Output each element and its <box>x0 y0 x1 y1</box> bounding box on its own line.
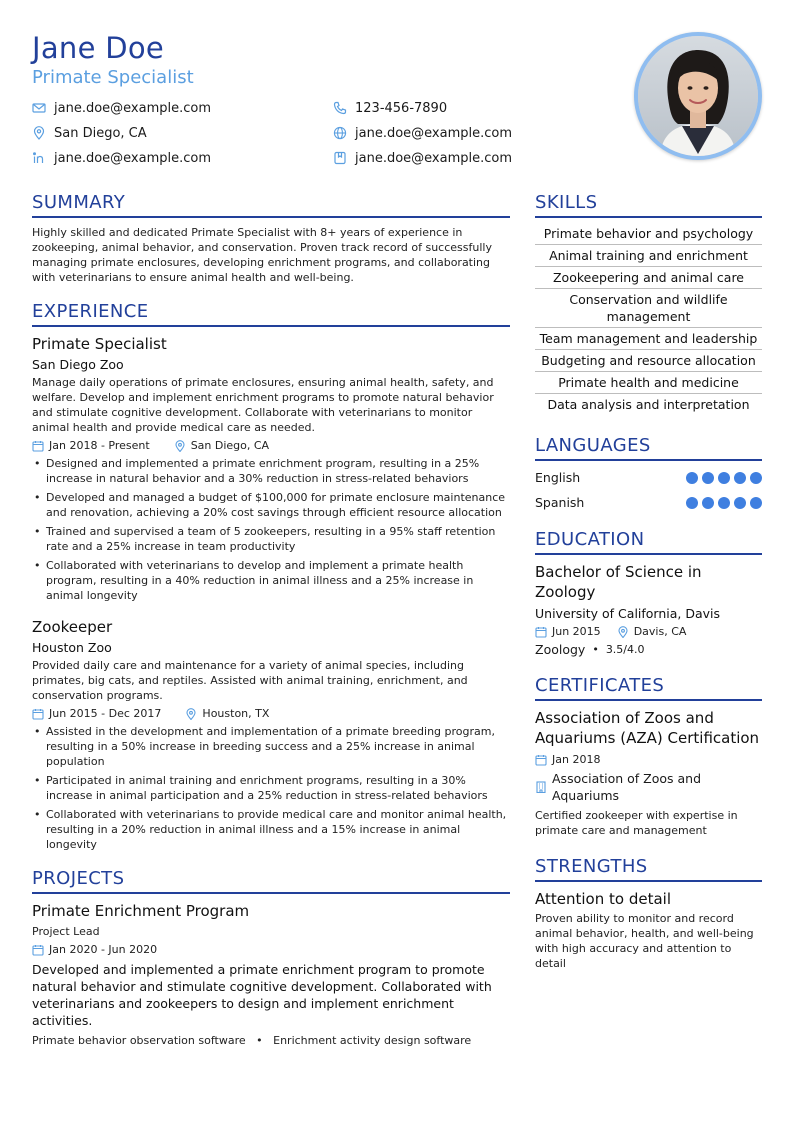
contact-phone[interactable] <box>333 99 447 117</box>
contact-phone-text: 123-456-7890 <box>355 100 448 116</box>
education-location <box>617 624 687 639</box>
job-meta <box>32 438 510 453</box>
job-location-text: Houston, TX <box>202 707 270 720</box>
job-dates <box>32 706 161 721</box>
education-date-text: Jun 2015 <box>552 625 601 638</box>
strength-title: Attention to detail <box>535 890 671 908</box>
job-entry <box>32 334 510 603</box>
globe-icon <box>333 126 347 140</box>
proficiency-dot <box>686 472 698 484</box>
project-meta <box>32 942 510 957</box>
calendar-icon <box>535 626 547 638</box>
separator-dot: • <box>256 1034 263 1047</box>
language-row <box>535 465 762 490</box>
projects-heading: PROJECTS <box>32 868 510 894</box>
proficiency-dot <box>718 472 730 484</box>
job-location <box>174 438 269 453</box>
job-description: Provided daily care and maintenance for a variety of animal species, including primates, big cats, and reptiles. Assisted with animal training, enrichment, and conservation programs. <box>32 659 468 702</box>
skill-item: Budgeting and resource allocation <box>535 350 762 372</box>
project-tool: Primate behavior observation software <box>32 1034 246 1047</box>
side-column <box>535 192 762 971</box>
experience-section <box>32 301 510 852</box>
job-location-text: San Diego, CA <box>190 439 270 452</box>
job-description: Manage daily operations of primate enclosures, ensuring animal health, safety, and welfare. Develop and implement enrichment programs to promote natural behavior and stimulate cognitive development. Collaborate with veterinarians to monitor animal health and provide medical care as needed. <box>32 376 494 434</box>
strength-description: Proven ability to monitor and record animal behavior, health, and well-being with high accuracy and attention to detail <box>535 912 754 970</box>
proficiency-dot <box>686 497 698 509</box>
education-field: Zoology <box>535 642 586 657</box>
calendar-icon <box>32 440 44 452</box>
education-field-row <box>535 642 762 657</box>
proficiency-dot <box>718 497 730 509</box>
proficiency-dot <box>734 497 746 509</box>
projects-section <box>32 868 510 1048</box>
proficiency-dot <box>750 472 762 484</box>
degree-title: Bachelor of Science in Zoology <box>535 563 702 601</box>
proficiency-dot <box>734 472 746 484</box>
certificate-issuer-text: Association of Zoos and Aquariums <box>552 771 702 803</box>
project-tools <box>32 1033 510 1048</box>
separator-dot: • <box>592 643 599 656</box>
skill-item: Data analysis and interpretation <box>547 397 750 412</box>
contact-website[interactable] <box>333 124 512 142</box>
job-company: Houston Zoo <box>32 640 112 655</box>
list-item: • Collaborated with veterinarians to develop and implement a primate health program, resulting in a 40% reduction in animal illness and a 25% increase in animal longevity <box>32 558 510 603</box>
contact-linkedin-text: jane.doe@example.com <box>54 150 212 166</box>
skill-item: Team management and leadership <box>535 328 762 350</box>
contact-location <box>32 124 147 142</box>
list-item: • Designed and implemented a primate enrichment program, resulting in a 25% increase in natural behavior and a 30% reduction in stress-related behaviors <box>32 456 510 486</box>
education-date <box>535 624 601 639</box>
skill-item: Animal training and enrichment <box>535 245 762 267</box>
calendar-icon <box>32 708 44 720</box>
education-section <box>535 529 762 657</box>
skill-item: Primate health and medicine <box>535 372 762 394</box>
language-row <box>535 490 762 515</box>
project-tool: Enrichment activity design software <box>273 1034 472 1047</box>
linkedin-icon <box>32 151 46 165</box>
list-item: • Collaborated with veterinarians to provide medical care and monitor animal health, resulting in a 20% reduction in animal illness and a 15% increase in animal longevity <box>32 807 510 852</box>
school-name: University of California, Davis <box>535 606 721 621</box>
proficiency-dots <box>686 472 762 484</box>
candidate-name: Jane Doe <box>32 31 165 65</box>
summary-section <box>32 192 510 285</box>
proficiency-dot <box>702 472 714 484</box>
job-location <box>185 706 269 721</box>
certificate-date-text: Jan 2018 <box>552 753 601 766</box>
resume-header <box>32 30 762 180</box>
summary-text: Highly skilled and dedicated Primate Specialist with 8+ years of experience in zookeeping, animal behavior, and conservation. Proven track record of successfully managing primate enclosures, developing enrichment programs, and collaborating with veterinarians to ensure animal health and well-being. <box>32 226 492 284</box>
location-icon <box>174 440 186 452</box>
contact-email-text: jane.doe@example.com <box>54 100 212 116</box>
calendar-icon <box>535 754 547 766</box>
skill-item: Conservation and wildlife management <box>535 289 762 328</box>
contact-portfolio-text: jane.doe@example.com <box>355 150 513 166</box>
summary-heading: SUMMARY <box>32 192 510 218</box>
strengths-heading: STRENGTHS <box>535 856 762 882</box>
profile-photo <box>634 32 762 160</box>
job-dates-text: Jun 2015 - Dec 2017 <box>49 707 162 720</box>
job-achievements <box>32 456 510 603</box>
job-dates-text: Jan 2018 - Present <box>49 439 150 452</box>
project-title: Primate Enrichment Program <box>32 902 250 920</box>
strengths-section <box>535 856 762 971</box>
skills-heading: SKILLS <box>535 192 762 218</box>
list-item: • Assisted in the development and implementation of a primate breeding program, resulting in a 50% increase in breeding success and a 25% increase in animal population <box>32 724 510 769</box>
bookmark-icon <box>333 151 347 165</box>
job-title: Primate Specialist <box>32 335 167 353</box>
education-gpa: 3.5/4.0 <box>605 643 645 656</box>
job-achievements <box>32 724 510 852</box>
contact-linkedin[interactable] <box>32 149 211 167</box>
skill-item: Zookeepering and animal care <box>535 267 762 289</box>
location-icon <box>185 708 197 720</box>
skill-item: Primate behavior and psychology <box>535 223 762 245</box>
language-name: English <box>535 470 581 485</box>
project-role: Project Lead <box>32 925 100 938</box>
email-icon <box>32 101 46 115</box>
list-item: • Trained and supervised a team of 5 zookeepers, resulting in a 95% staff retention rate and a 25% increase in team productivity <box>32 524 510 554</box>
job-meta <box>32 706 510 721</box>
education-heading: EDUCATION <box>535 529 762 555</box>
project-dates <box>32 942 157 957</box>
calendar-icon <box>32 944 44 956</box>
proficiency-dot <box>750 497 762 509</box>
job-company: San Diego Zoo <box>32 357 124 372</box>
languages-section <box>535 435 762 515</box>
candidate-title: Primate Specialist <box>32 67 194 88</box>
education-meta <box>535 624 762 639</box>
list-item: • Participated in animal training and enrichment programs, resulting in a 30% increase in animal participation and a 25% reduction in stress-related behaviors <box>32 773 510 803</box>
contact-website-text: jane.doe@example.com <box>355 125 513 141</box>
contact-email[interactable] <box>32 99 211 117</box>
list-item: • Developed and managed a budget of $100,000 for primate enclosure maintenance and renovation, achieving a 20% cost savings through efficient resource allocation <box>32 490 510 520</box>
education-location-text: Davis, CA <box>633 625 687 638</box>
languages-heading: LANGUAGES <box>535 435 762 461</box>
certificate-issuer <box>535 770 762 804</box>
proficiency-dots <box>686 497 762 509</box>
building-icon <box>535 781 547 793</box>
certificate-date <box>535 752 762 767</box>
location-icon <box>617 626 629 638</box>
certificates-section <box>535 675 762 838</box>
certificates-heading: CERTIFICATES <box>535 675 762 701</box>
project-dates-text: Jan 2020 - Jun 2020 <box>49 943 158 956</box>
contact-portfolio[interactable] <box>333 149 512 167</box>
job-entry <box>32 617 510 852</box>
language-name: Spanish <box>535 495 585 510</box>
experience-heading: EXPERIENCE <box>32 301 510 327</box>
job-title: Zookeeper <box>32 618 113 636</box>
certificate-description: Certified zookeeper with expertise in primate care and management <box>535 809 738 837</box>
skills-section <box>535 192 762 415</box>
project-description: Developed and implemented a primate enrichment program to promote natural behavior and stimulate cognitive development. Collaborated with veterinarians and zookeepers to design and implement enrichment activities. <box>32 962 492 1028</box>
location-icon <box>32 126 46 140</box>
job-dates <box>32 438 150 453</box>
phone-icon <box>333 101 347 115</box>
contact-location-text: San Diego, CA <box>54 125 147 141</box>
certificate-name: Association of Zoos and Aquariums (AZA) Certification <box>535 709 760 747</box>
main-column <box>32 192 510 1048</box>
proficiency-dot <box>702 497 714 509</box>
